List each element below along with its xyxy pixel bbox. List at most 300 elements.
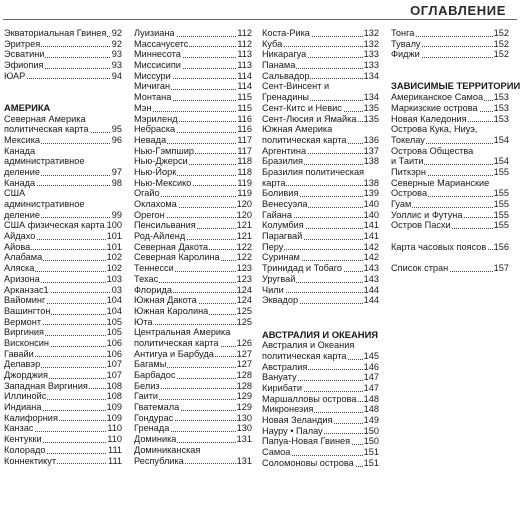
toc-entry [134, 252, 252, 263]
toc-entry [134, 167, 252, 178]
toc-entry-title: Белиз [134, 380, 160, 391]
toc-page-number: 155 [493, 209, 509, 220]
toc-entry [4, 71, 122, 82]
toc-entry-title: Западная Виргиния [4, 380, 88, 391]
toc-entry [4, 423, 122, 434]
toc-entry-title: Экваториальная Гвинея [4, 28, 107, 38]
toc-entry [262, 178, 379, 189]
toc-entry [134, 263, 252, 274]
toc-page-number: 92 [111, 38, 122, 49]
toc-entry [4, 274, 122, 285]
toc-page-number: 108 [106, 380, 122, 391]
toc-page-number: 95 [111, 124, 122, 135]
toc-page-number: 116 [237, 113, 252, 124]
toc-page-number: 135 [363, 102, 379, 113]
toc-entry-title: Северная Дакота [134, 241, 209, 252]
toc-entry-title: Новая Каледония [391, 113, 467, 124]
toc-entry [134, 285, 252, 296]
toc-page-number: 106 [106, 337, 122, 348]
toc-page-number: 152 [493, 49, 509, 60]
toc-entry-title: Перу [262, 241, 284, 252]
toc-page-number: 103 [106, 273, 122, 284]
section-heading: АМЕРИКА [4, 101, 51, 113]
toc-entry [262, 252, 379, 263]
toc-entry-title: Гватемала [134, 402, 180, 413]
toc-entry-title: Мексика [4, 134, 41, 145]
toc-entry-title: Аляска [4, 263, 35, 274]
toc-entry-title: карта [262, 177, 286, 188]
toc-entry-title: Нью-Джерси [134, 156, 188, 167]
toc-page-number: 151 [363, 447, 379, 458]
toc-entry [4, 220, 122, 231]
toc-entry [262, 263, 379, 274]
toc-entry [134, 359, 252, 370]
toc-page-number: 112 [237, 38, 252, 49]
toc-entry [4, 178, 122, 189]
toc-entry [262, 49, 379, 60]
toc-entry [391, 263, 509, 274]
toc-entry-title: Миссисипи [134, 60, 181, 71]
toc-page-number: 133 [363, 60, 379, 71]
toc-entry [262, 404, 379, 415]
toc-page-number: 100 [106, 220, 122, 231]
toc-entry-title: Небраска [134, 124, 176, 135]
toc-entry-title: Арканзас1 [4, 284, 49, 295]
toc-entry-title: Уругвай [262, 273, 296, 284]
toc-entry [262, 199, 379, 210]
toc-page-number: 153 [493, 102, 509, 113]
toc-page-number: 140 [363, 199, 379, 209]
toc-entry [391, 49, 509, 60]
toc-page-number: 114 [237, 70, 252, 81]
toc-entry [262, 146, 379, 157]
toc-entry-title: политическая карта [134, 337, 219, 348]
toc-entry [262, 156, 379, 167]
toc-entry [134, 188, 252, 199]
toc-page-number: 150 [363, 425, 379, 436]
toc-page-number: 137 [363, 145, 379, 156]
toc-entry [262, 242, 379, 253]
toc-page-number: 131 [236, 434, 252, 445]
toc-entry [391, 39, 509, 50]
toc-entry [262, 458, 379, 469]
toc-page-number: 142 [363, 241, 379, 252]
toc-entry [391, 167, 509, 178]
toc-entry [4, 135, 122, 146]
toc-entry-title: Орегон [134, 209, 165, 220]
toc-page-number: 115 [237, 92, 252, 103]
toc-entry [4, 370, 122, 381]
toc-entry [391, 114, 509, 125]
toc-entry-title: Чили [262, 284, 284, 295]
toc-page-number: 154 [493, 134, 509, 145]
toc-entry [262, 274, 379, 285]
toc-page-number: 116 [237, 124, 252, 135]
toc-entry-title: Южная Каролина [134, 305, 209, 316]
toc-entry [4, 39, 122, 50]
toc-entry-title: Вайоминг [4, 295, 46, 306]
toc-entry-title: Виргиния [4, 327, 45, 338]
toc-page-number: 139 [363, 188, 379, 199]
toc-entry [4, 456, 122, 467]
toc-page-number: 119 [237, 177, 252, 188]
toc-entry-line: Центральная Америка [134, 327, 231, 338]
toc-entry [391, 92, 509, 103]
toc-entry-title: Монтана [134, 92, 172, 103]
toc-page-number: 138 [363, 156, 379, 167]
toc-entry [4, 124, 122, 135]
toc-entry-title: Коннектикут [4, 455, 57, 466]
toc-entry-title: Алабама [4, 252, 43, 263]
toc-entry-title: ЮАР [4, 70, 26, 81]
toc-page-number: 120 [236, 209, 252, 220]
toc-page-number: 105 [106, 316, 122, 327]
toc-entry [134, 81, 252, 92]
toc-entry-title: Кентукки [4, 434, 42, 445]
toc-page-number: 104 [106, 305, 122, 316]
toc-page-number: 92 [111, 28, 122, 38]
toc-entry-line: США [4, 188, 26, 199]
toc-entry [262, 372, 379, 383]
toc-entry [262, 285, 379, 296]
toc-entry-title: Боливия [262, 188, 299, 199]
toc-page-number: 143 [363, 273, 379, 284]
toc-entry-title: Самоа [262, 447, 291, 458]
toc-entry-title: Вашингтон [4, 305, 51, 316]
toc-page-number: 134 [363, 70, 379, 81]
toc-entry [134, 60, 252, 71]
toc-page-number: 107 [106, 370, 122, 380]
toc-entry-title: Гренада [134, 423, 170, 434]
toc-page-number: 114 [237, 81, 252, 92]
toc-entry-title: Нью-Мексико [134, 177, 192, 188]
toc-page-number: 132 [363, 28, 379, 38]
toc-page-number: 141 [363, 231, 379, 242]
toc-entry-title: Науру • Палау [262, 425, 323, 436]
toc-entry-line: Канада [4, 145, 36, 156]
toc-entry-title: Гренадины [262, 92, 310, 103]
toc-entry-title: Айдахо [4, 231, 36, 242]
toc-page-number: 124 [236, 284, 252, 295]
toc-page-number: 96 [111, 134, 122, 145]
toc-entry-title: Канзас [4, 423, 34, 434]
toc-page-number: 132 [363, 38, 379, 49]
toc-entry [262, 188, 379, 199]
toc-entry-title: Южная Дакота [134, 295, 197, 306]
toc-entry-line: Острова Общества [391, 145, 474, 156]
spacer [391, 60, 509, 71]
toc-page-number: 117 [237, 145, 252, 156]
toc-page-number: 99 [111, 209, 122, 220]
toc-page-number: 121 [236, 220, 252, 231]
toc-entry-title: Мичиган [134, 81, 171, 92]
toc-entry [4, 306, 122, 317]
toc-entry-title: Огайо [134, 188, 160, 199]
toc-entry-title: Суринам [262, 252, 300, 263]
toc-entry [262, 436, 379, 447]
toc-entry-title: Маршалловы острова [262, 393, 357, 404]
toc-entry-title: Колумбия [262, 220, 304, 231]
toc-entry-title: Род-Айленд [134, 231, 186, 242]
toc-page-number: 129 [236, 402, 252, 413]
toc-page-number: 106 [106, 348, 122, 359]
toc-entry-title: Висконсин [4, 337, 49, 348]
toc-entry-title: политическая карта [262, 134, 347, 145]
toc-entry-line: Австралия и Океания [262, 340, 355, 351]
toc-page-number: 142 [363, 252, 379, 263]
toc-entry [262, 114, 379, 125]
toc-entry [134, 338, 252, 349]
toc-entry-line: Сент-Винсент и [262, 81, 330, 92]
toc-page-number: 144 [363, 284, 379, 295]
toc-page-number: 124 [236, 295, 252, 306]
toc-page-number: 111 [108, 444, 122, 455]
toc-entry-title: Индиана [4, 402, 42, 413]
toc-entry [391, 28, 509, 39]
toc-page-number: 125 [236, 316, 252, 327]
toc-column-2 [134, 28, 252, 466]
toc-page-number: 119 [237, 188, 252, 199]
toc-entry-title: Гондурас [134, 412, 174, 423]
toc-page-number: 123 [236, 273, 252, 284]
toc-entry-title: Панама [262, 60, 296, 71]
toc-entry [4, 60, 122, 71]
spacer [391, 252, 509, 263]
toc-entry [134, 391, 252, 402]
spacer [391, 231, 509, 242]
toc-page-number: 135 [363, 113, 379, 124]
toc-entry-title: США физическая карта [4, 220, 105, 231]
toc-entry-title: Техас [134, 273, 159, 284]
toc-entry-title: Невада [134, 134, 167, 145]
toc-entry [4, 391, 122, 402]
toc-entry-title: Американское Самоа [391, 92, 484, 103]
toc-entry [391, 156, 509, 167]
toc-entry [134, 210, 252, 221]
toc-entry-title: Уоллис и Футуна [391, 209, 463, 220]
toc-page-number: 152 [493, 38, 509, 49]
toc-entry-title: Аризона [4, 273, 40, 284]
toc-entry [262, 231, 379, 242]
toc-entry [262, 92, 379, 103]
toc-entry [4, 327, 122, 338]
toc-page-number: 105 [106, 327, 122, 338]
toc-column-1 [4, 28, 122, 466]
toc-entry [134, 114, 252, 125]
toc-entry-title: Кирибати [262, 383, 303, 393]
toc-page-number: 133 [363, 49, 379, 60]
toc-entry-title: Тринидад и Тобаго [262, 263, 343, 274]
toc-entry [4, 445, 122, 456]
toc-entry [134, 71, 252, 82]
toc-entry-title: Юта [134, 316, 153, 327]
toc-page-number: 138 [363, 177, 379, 188]
toc-page-number: 136 [363, 134, 379, 145]
toc-entry [134, 146, 252, 157]
toc-entry [262, 351, 379, 362]
toc-page-number: 111 [108, 455, 122, 466]
toc-entry [134, 49, 252, 60]
toc-entry-title: политическая карта [4, 124, 89, 135]
toc-entry [262, 135, 379, 146]
header-divider [3, 19, 517, 20]
toc-page-number: 150 [363, 436, 379, 447]
toc-entry-title: Айова [4, 241, 31, 252]
toc-page-number: 113 [237, 49, 252, 60]
toc-entry [4, 28, 122, 39]
toc-entry [262, 383, 379, 394]
toc-page-number: 109 [106, 402, 122, 413]
toc-entry-title: Пенсильвания [134, 220, 196, 231]
toc-entry-title: Джорджия [4, 370, 48, 380]
toc-entry [4, 349, 122, 360]
toc-page-number: 154 [493, 156, 509, 167]
toc-entry-title: Остров Пасхи [391, 220, 451, 231]
toc-entry [134, 306, 252, 317]
toc-column-4 [391, 28, 520, 274]
toc-entry [134, 381, 252, 392]
toc-page-number: 129 [236, 391, 252, 402]
toc-page-number: 104 [106, 295, 122, 306]
toc-entry [262, 447, 379, 458]
toc-page-number: 151 [363, 457, 379, 468]
toc-entry-title: Куба [262, 38, 283, 49]
toc-entry [391, 210, 509, 221]
toc-entry [4, 434, 122, 445]
section-heading: ЗАВИСИМЫЕ ТЕРРИТОРИИ [391, 80, 520, 92]
toc-entry-title: Список стран [391, 263, 449, 274]
toc-entry-title: Фиджи [391, 49, 420, 60]
toc-entry-title: Сальвадор [262, 70, 310, 81]
toc-entry-title: Мэн [134, 102, 152, 113]
toc-entry [262, 415, 379, 426]
toc-entry [391, 242, 509, 253]
toc-entry-title: Тонга [391, 28, 415, 38]
toc-page-number: 03 [111, 284, 122, 295]
toc-page-number: 157 [493, 263, 509, 274]
toc-page-number: 110 [107, 423, 122, 434]
toc-entry [4, 231, 122, 242]
toc-page-number: 155 [493, 188, 509, 199]
toc-page-number: 128 [236, 370, 252, 380]
toc-page-number: 109 [106, 412, 122, 423]
toc-entry [134, 295, 252, 306]
toc-entry [262, 28, 379, 39]
toc-entry-title: Маркизские острова [391, 102, 478, 113]
toc-page-number: 130 [236, 423, 252, 434]
toc-entry-title: Вануату [262, 372, 297, 383]
toc-page-number: 94 [111, 70, 122, 81]
toc-page-number: 117 [237, 134, 252, 145]
toc-entry [4, 167, 122, 178]
toc-page-number: 101 [106, 231, 122, 242]
toc-entry [134, 103, 252, 114]
toc-page-number: 101 [106, 241, 122, 252]
toc-entry [134, 349, 252, 360]
toc-entry-title: Флорида [134, 284, 172, 295]
toc-entry-title: Новая Зеландия [262, 415, 333, 426]
toc-page-number: 126 [236, 337, 252, 348]
toc-entry [134, 317, 252, 328]
toc-entry [4, 402, 122, 413]
toc-entry-line: Острова Кука, Ниуэ, [391, 124, 478, 135]
toc-entry-title: Нью-Гэмпшир [134, 145, 194, 156]
spacer [4, 81, 122, 92]
toc-entry-title: Венесуэла [262, 199, 308, 209]
toc-page-number: 153 [493, 113, 509, 124]
toc-entry-title: Эритрея [4, 38, 41, 49]
toc-page-number: 123 [236, 263, 252, 274]
toc-page-number: 155 [493, 199, 509, 209]
toc-page-number: 122 [236, 252, 252, 263]
toc-entry [134, 39, 252, 50]
toc-page-number: 125 [236, 305, 252, 316]
toc-entry-title: деление [4, 209, 40, 220]
toc-entry-title: Карта часовых поясов [391, 241, 487, 252]
toc-page-number: 152 [493, 28, 509, 38]
section-heading: АВСТРАЛИЯ И ОКЕАНИЯ [262, 328, 379, 340]
toc-page-number: 93 [111, 60, 122, 71]
toc-entry-title: политическая карта [262, 350, 347, 361]
toc-entry [4, 210, 122, 221]
toc-entry-line: Южная Америка [262, 124, 333, 135]
toc-entry [262, 103, 379, 114]
toc-entry-title: Парагвай [262, 231, 303, 242]
toc-entry-title: Республика [134, 455, 184, 466]
toc-entry-title: Эсватини [4, 49, 45, 60]
toc-entry [4, 317, 122, 328]
toc-page-number: 102 [106, 263, 122, 274]
toc-page-number: 98 [111, 177, 122, 188]
toc-page-number: 128 [236, 380, 252, 391]
toc-entry [134, 199, 252, 210]
toc-entry-title: Вермонт [4, 316, 42, 327]
toc-entry-title: Луизиана [134, 28, 175, 38]
toc-entry-title: Острова [391, 188, 428, 199]
toc-entry [391, 199, 509, 210]
toc-entry [134, 274, 252, 285]
toc-entry [134, 413, 252, 424]
toc-entry [134, 92, 252, 103]
toc-entry-title: Бразилия [262, 156, 303, 167]
toc-page-number: 121 [236, 231, 252, 242]
toc-page-number: 130 [236, 412, 252, 423]
spacer [262, 317, 379, 330]
toc-entry-title: Сент-Китс и Невис [262, 102, 342, 113]
toc-entry [391, 135, 509, 146]
toc-entry-title: Антигуа и Барбуда [134, 348, 214, 359]
toc-entry [262, 210, 379, 221]
toc-entry-title: Делавэр [4, 359, 41, 370]
toc-entry-title: Эквадор [262, 295, 299, 306]
toc-entry-title: Колорадо [4, 444, 46, 455]
toc-entry [391, 188, 509, 199]
toc-entry-title: Эфиопия [4, 60, 44, 71]
toc-entry-title: Никарагуа [262, 49, 307, 60]
toc-page-number: 127 [236, 348, 252, 359]
toc-entry [262, 295, 379, 306]
page-header [0, 0, 520, 20]
toc-entry [262, 60, 379, 71]
toc-page-number: 156 [493, 241, 509, 252]
toc-entry-title: Токелау [391, 134, 425, 145]
toc-page-number: 143 [363, 263, 379, 274]
toc-page-number: 140 [363, 209, 379, 220]
toc-entry [4, 263, 122, 274]
toc-page-number: 131 [236, 455, 252, 466]
toc-entry-line: административное [4, 156, 85, 167]
toc-column-3 [262, 28, 379, 469]
